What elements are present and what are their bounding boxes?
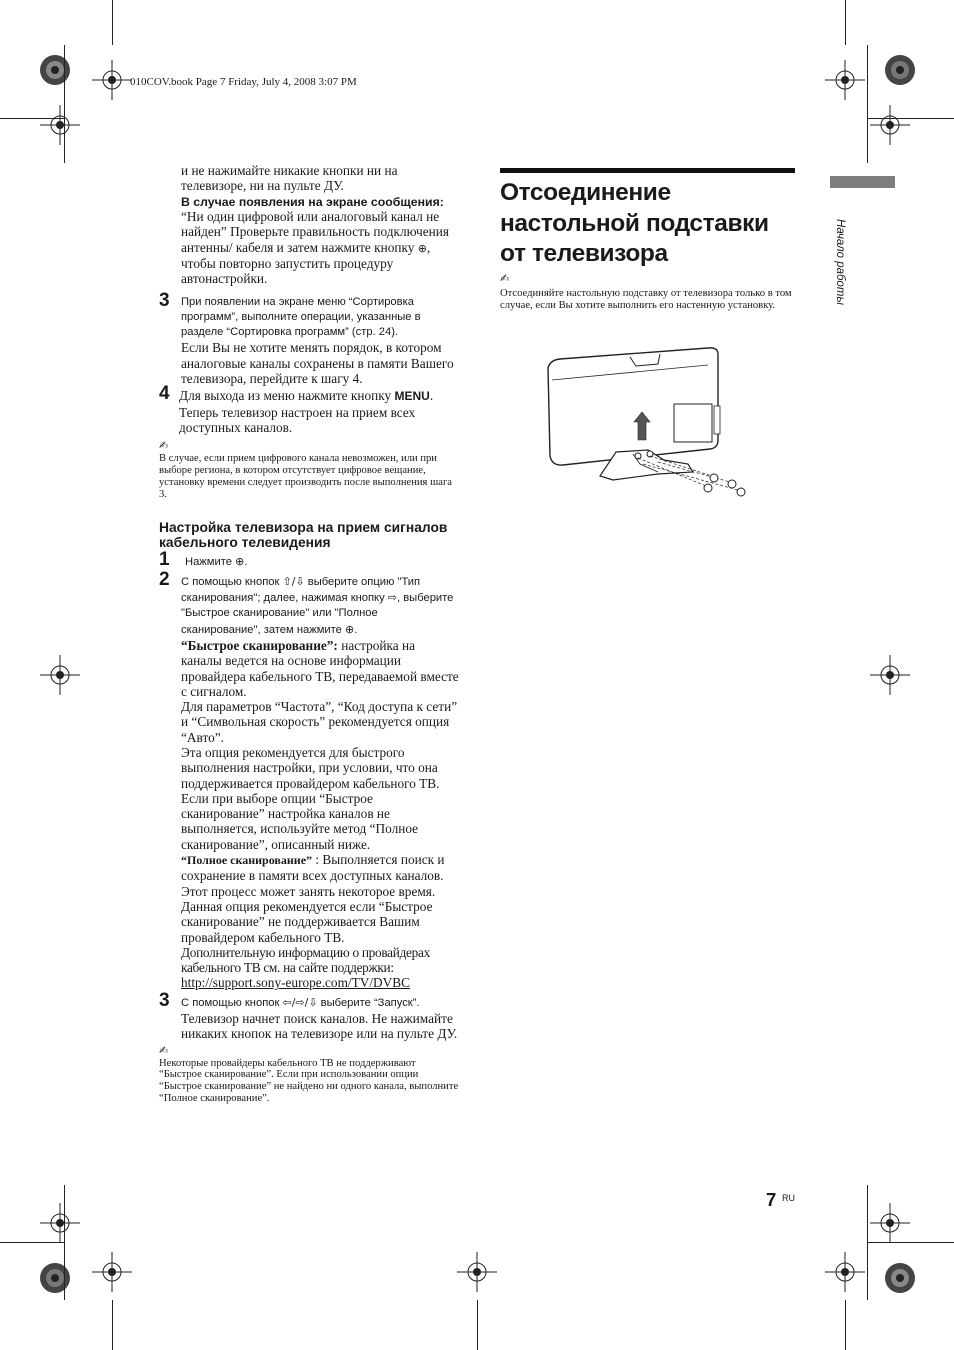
step-3 (159, 289, 459, 387)
crop-line (112, 1300, 113, 1350)
section-tab (830, 176, 895, 188)
recommend-text: Эта опция рекомендуется для быстрого выполнения настройки, при условии, что она поддерживается провайдером кабельного ТВ. Если при выборе опции “Быстрое сканирование” настройка каналов не выполняется, используйте метод “Полное сканирование”, описанный ниже. (181, 745, 440, 852)
note-icon: ✍ (159, 439, 169, 453)
crosshair-mark-icon (457, 1252, 497, 1292)
page-number: 7 (766, 1189, 777, 1210)
step-number: 3 (159, 989, 170, 1011)
crosshair-mark-icon (825, 1252, 865, 1292)
note-text: Отсоединяйте настольную подставку от телевизора только в том случае, если Вы хотите выполнить его настенную установку. (500, 288, 792, 311)
intro-text: и не нажимайте никакие кнопки ни на телевизоре, ни на пульте ДУ. (181, 163, 398, 194)
note-icon: ✍ (159, 1043, 169, 1057)
crop-line (477, 1300, 478, 1350)
step-number: 4 (159, 383, 170, 405)
note-icon: ✍ (500, 272, 510, 285)
section-heading: Настройка телевизора на прием сигналов кабельного телевидения (159, 520, 448, 551)
left-column (159, 163, 459, 1105)
step-4 (159, 383, 459, 435)
crosshair-mark-icon (40, 105, 80, 145)
intro-block (181, 163, 459, 287)
crop-line (868, 1242, 954, 1243)
crop-line (868, 118, 954, 119)
ok-button-icon: ⊕ (235, 555, 245, 569)
crosshair-mark-icon (92, 60, 132, 100)
crosshair-mark-icon (92, 1252, 132, 1292)
left-right-down-arrow-icon: ⇦/⇨/⇩ (282, 995, 318, 1009)
crop-line (64, 1185, 65, 1300)
full-scan-desc: “Полное сканирование” : Выполняется поиск и сохранение в памяти всех доступных каналов. Этот процесс может занять некоторое время. (181, 852, 445, 899)
note-text: Некоторые провайдеры кабельного ТВ не поддерживают “Быстрое сканирование”. Если при использовании опции “Быстрое сканирование” не найдено ни одного канала, выполните “Полное сканирование”. (159, 1057, 459, 1105)
ok-button-icon: ⊕ (344, 622, 355, 636)
step-3-sans-text: При появлении на экране меню “Сортировка программ”, выполните операции, указанные в разделе “Сортировка программ” (стр. 24). (181, 295, 421, 339)
more-info-text: Дополнительную информацию о провайдерах кабельного ТВ см. на сайте поддержки: (181, 944, 430, 976)
crosshair-mark-icon (40, 655, 80, 695)
support-link[interactable]: http://support.sony-europe.com/TV/DVBC (181, 975, 410, 991)
section-title: Отсоединение настольной подставки от телевизора (500, 179, 769, 267)
cable-step-1-text: Нажмите ⊕. (185, 555, 248, 569)
step-4-text: Для выхода из меню нажмите кнопку MENU. Теперь телевизор настроен на прием всех доступных каналов. (179, 388, 434, 435)
right-arrow-icon: ⇨ (387, 591, 397, 605)
cable-step-3-serif-text: Телевизор начнет поиск каналов. Не нажимайте никаких кнопок на телевизоре или на пульте ДУ. (181, 1011, 458, 1042)
crop-line (845, 0, 846, 45)
crosshair-mark-icon (40, 1203, 80, 1243)
crosshair-mark-icon (870, 1203, 910, 1243)
step-3-serif-text: Если Вы не хотите менять порядок, в котором аналоговые каналы сохранены в памяти Вашего телевизора, перейдите к шагу 4. (181, 340, 454, 387)
cable-step-1 (159, 549, 459, 571)
registration-mark-icon (880, 50, 920, 90)
cable-step-3-instruction: С помощью кнопок ⇦/⇨/⇩ выберите “Запуск”. (181, 995, 420, 1009)
tv-stand-illustration (538, 340, 758, 505)
params-text: Для параметров “Частота”, “Код доступа к сети” и “Символьная скорость” рекомендуется опция “Авто”. (181, 699, 458, 745)
menu-key-label: MENU (394, 389, 430, 404)
crop-line (845, 1300, 846, 1350)
step-number: 1 (159, 549, 170, 571)
step-number: 2 (159, 568, 170, 590)
full-recommend-text: Данная опция рекомендуется если “Быстрое сканирование” не поддерживается Вашим провайдером кабельного ТВ. (181, 898, 433, 945)
crosshair-mark-icon (870, 655, 910, 695)
crop-line (112, 0, 113, 45)
registration-mark-icon (35, 50, 75, 90)
crop-line (0, 1242, 64, 1243)
print-header: 010COV.book Page 7 Friday, July 4, 2008 3:07 PM (130, 76, 357, 88)
step-number: 3 (159, 289, 170, 311)
crop-line (0, 118, 64, 119)
message-text: “Ни один цифровой или аналоговый канал не найден” Проверьте правильность подключения антенны/ кабеля и затем нажмите кнопку ⊕, чтобы повторно запустить процедуру автонастройки. (181, 209, 449, 287)
title-rule (500, 168, 795, 173)
crosshair-mark-icon (870, 105, 910, 145)
quick-scan-desc: “Быстрое сканирование”: настройка на каналы ведется на основе информации провайдера кабельного ТВ, передаваемой вместе с сигналом. (181, 637, 459, 699)
side-section-label: Начало работы (834, 219, 846, 305)
cable-step-2 (159, 568, 459, 991)
ok-button-icon: ⊕ (417, 241, 427, 255)
up-down-arrow-icon: ⇧/⇩ (282, 574, 305, 588)
registration-mark-icon (35, 1258, 75, 1298)
crop-line (64, 45, 65, 163)
crosshair-mark-icon (825, 60, 865, 100)
cable-step-3 (159, 989, 459, 1042)
page-language-code: RU (782, 1193, 795, 1203)
cable-step-2-instruction: С помощью кнопок ⇧/⇩ выберите опцию "Тип сканирования"; далее, нажимая кнопку ⇨, выберите "Быстрое сканирование" или "Полное сканирование", затем нажмите ⊕. (181, 574, 454, 636)
registration-mark-icon (880, 1258, 920, 1298)
message-heading: В случае появления на экране сообщения: (181, 194, 444, 209)
crop-line (867, 45, 868, 163)
note-text: В случае, если прием цифрового канала невозможен, или при выборе региона, в котором отсутствует цифровое вещание, установку времени следует производить после выполнения шага 3. (159, 453, 452, 500)
